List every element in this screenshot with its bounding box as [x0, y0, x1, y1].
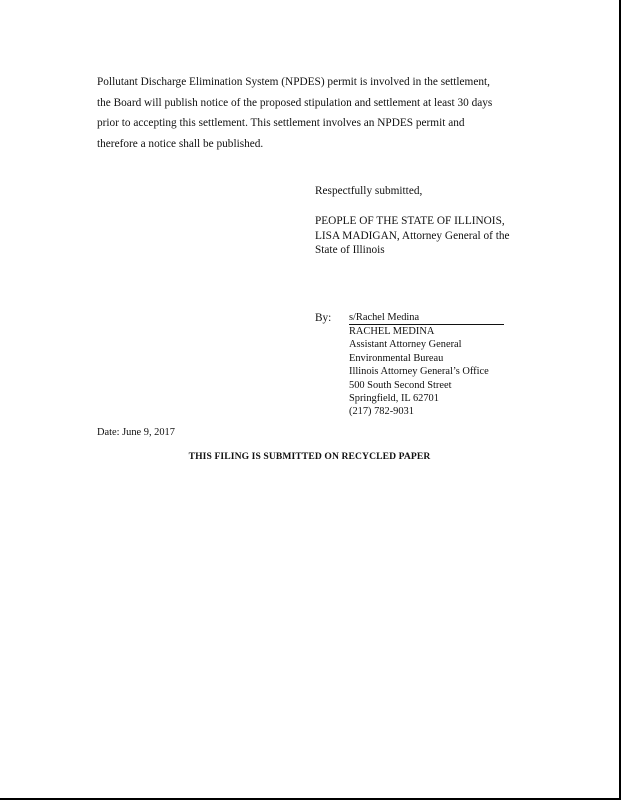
- paragraph-line: Pollutant Discharge Elimination System (NPDES) permit is involved in the settlement,: [97, 76, 490, 88]
- attorney-title: Assistant Attorney General: [349, 339, 462, 351]
- recycled-paper-notice: THIS FILING IS SUBMITTED ON RECYCLED PAPER: [188, 451, 431, 462]
- paragraph-line: prior to accepting this settlement. This settlement involves an NPDES permit and: [97, 117, 465, 130]
- city-state-zip: Springfield, IL 62701: [349, 393, 439, 405]
- electronic-signature: s/Rachel Medina: [349, 312, 504, 325]
- party-block: [315, 214, 510, 258]
- street-address: 500 South Second Street: [349, 379, 452, 391]
- attorney-name: RACHEL MEDINA: [349, 326, 435, 337]
- paragraph-line: therefore a notice shall be published.: [97, 137, 264, 150]
- phone-number: (217) 782-9031: [349, 406, 414, 418]
- signature-line: [349, 312, 504, 325]
- bureau-name: Environmental Bureau: [349, 352, 444, 364]
- office-name: Illinois Attorney General’s Office: [349, 366, 489, 378]
- filing-date: Date: June 9, 2017: [97, 427, 175, 438]
- party-line: State of Illinois: [315, 244, 385, 256]
- signature-block: [349, 312, 504, 419]
- paragraph-line: the Board will publish notice of the proposed stipulation and settlement at least 30 days: [97, 96, 493, 109]
- closing-salutation: Respectfully submitted,: [315, 185, 423, 197]
- party-line: LISA MADIGAN, Attorney General of the: [315, 229, 510, 242]
- party-line: PEOPLE OF THE STATE OF ILLINOIS,: [315, 215, 505, 227]
- settlement-notice-paragraph: [97, 72, 537, 154]
- by-label: By:: [315, 312, 332, 324]
